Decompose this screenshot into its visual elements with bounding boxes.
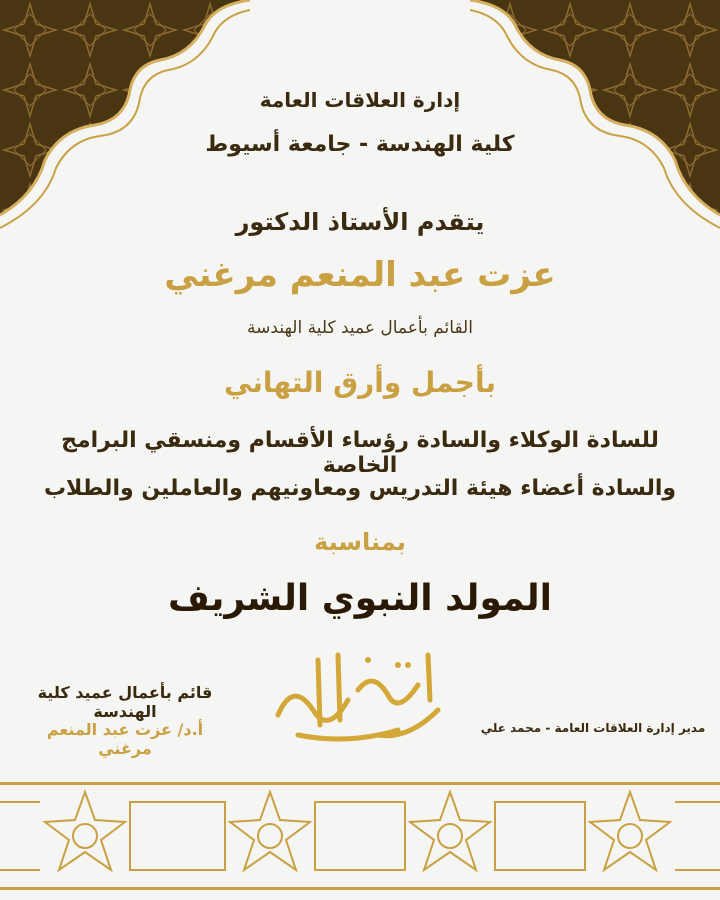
sender-role: القائم بأعمال عميد كلية الهندسة [247,318,473,338]
recipients-line-1: للسادة الوكلاء والسادة رؤساء الأقسام ومنسقي البرامج الخاصة [61,428,659,478]
bottom-ornament-border [0,772,720,900]
signature-left-name: أ.د/ عزت عبد المنعم مرغني [46,720,204,758]
signature-left-title: قائم بأعمال عميد كلية الهندسة [37,683,213,721]
corner-ornament-right [470,0,720,240]
corner-ornament-left [0,0,250,240]
sender-name: عزت عبد المنعم مرغني [164,255,556,295]
signature-right: مدير إدارة العلاقات العامة - محمد علي [480,721,706,735]
intro-line: يتقدم الأستاذ الدكتور [235,208,485,236]
occasion-label: بمناسبة [314,528,406,556]
greeting-line: بأجمل وأرق التهاني [223,366,496,399]
department-heading: إدارة العلاقات العامة [259,88,461,112]
occasion-title: المولد النبوي الشريف [167,578,553,619]
college-heading: كلية الهندسة - جامعة أسيوط [205,132,515,157]
recipients-line-2: والسادة أعضاء هيئة التدريس ومعاونيهم والعاملين والطلاب [43,476,677,501]
calligraphy-logo [258,640,458,750]
